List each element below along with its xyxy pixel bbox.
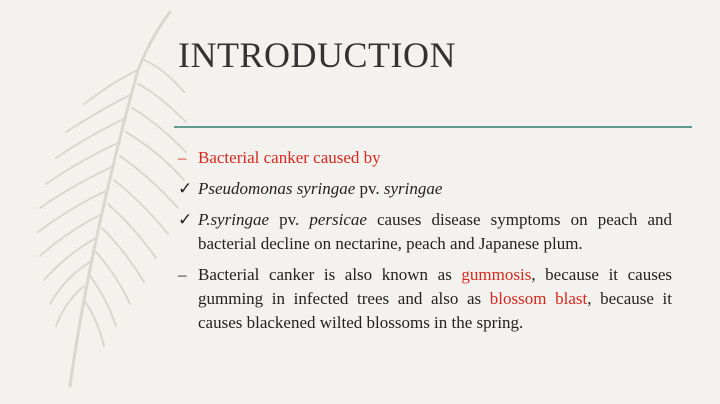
bullet-list <box>178 146 672 342</box>
species-name: P.syringae <box>198 210 269 229</box>
pathovar-name: syringae <box>383 179 443 198</box>
item-text: causes disease symptoms on peach and bacterial decline on nectarine, peach and Japanese plum. <box>198 210 672 253</box>
list-item <box>178 263 672 335</box>
check-icon: ✓ <box>178 179 193 198</box>
dash-marker: – <box>178 148 187 167</box>
item-text: , because it causes blackened wilted blossoms in the spring. <box>198 289 672 332</box>
species-name: Pseudomonas syringae <box>198 179 356 198</box>
list-item <box>178 208 672 256</box>
list-item <box>178 146 672 170</box>
highlight-term: gummosis <box>461 265 532 284</box>
item-text: pv. <box>269 210 310 229</box>
item-text: Bacterial canker caused by <box>198 148 381 167</box>
pathovar-name: persicae <box>309 210 367 229</box>
check-icon: ✓ <box>178 210 193 229</box>
item-text: , because it causes gumming in infected trees and also as <box>198 265 672 308</box>
highlight-term: blossom blast <box>489 289 588 308</box>
title-divider <box>174 126 692 128</box>
slide-title: INTRODUCTION <box>178 35 456 75</box>
dash-marker: – <box>178 265 187 284</box>
list-item <box>178 177 672 201</box>
item-text: pv. <box>355 179 384 198</box>
item-text: Bacterial canker is also known as <box>198 265 462 284</box>
